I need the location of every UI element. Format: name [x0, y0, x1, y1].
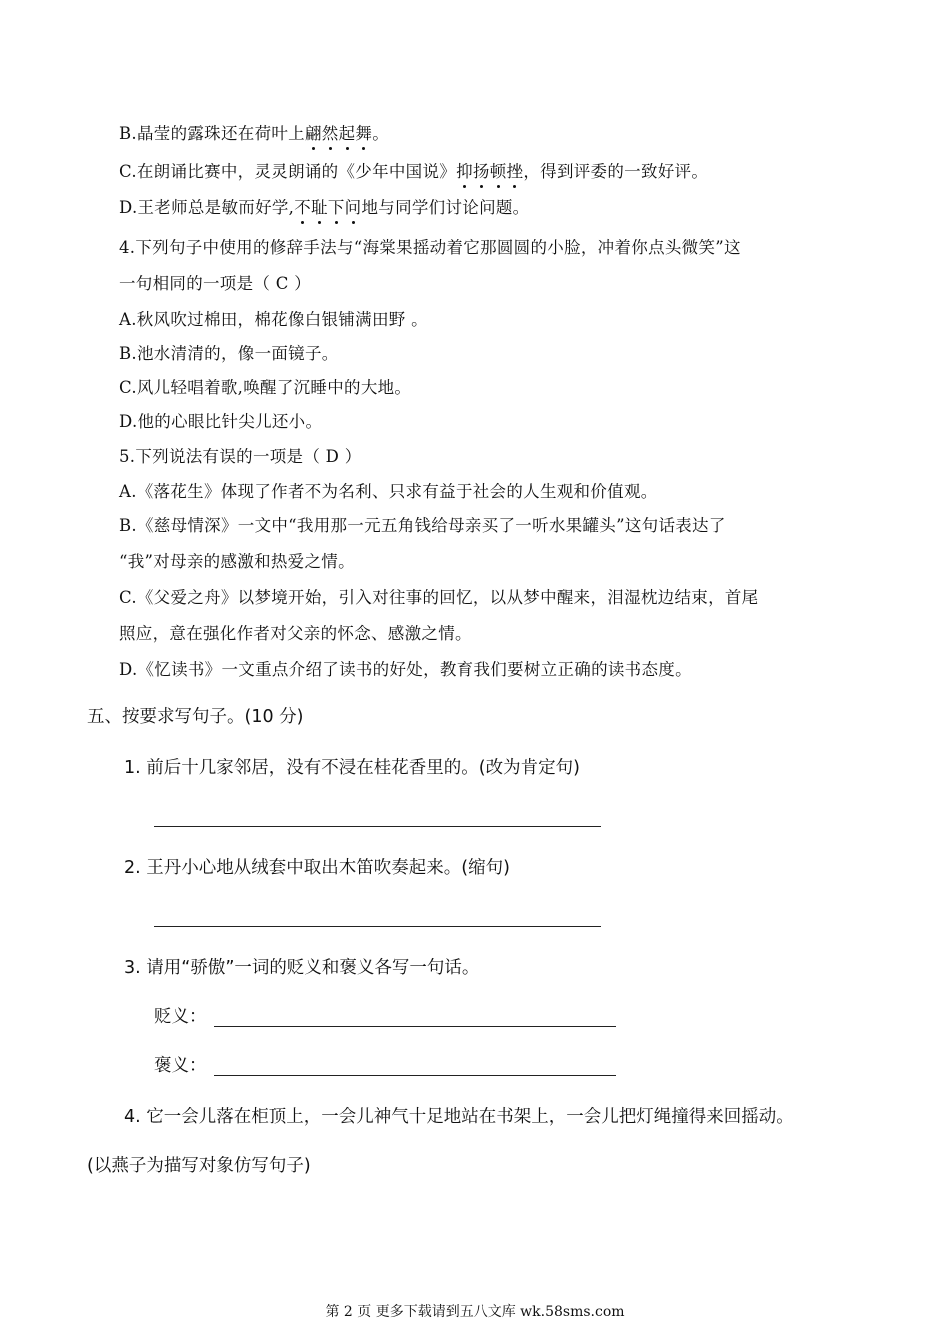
s5-question-3: 3. 请用“骄傲”一词的贬义和褒义各写一句话。: [124, 958, 480, 978]
answer-line-negative[interactable]: [214, 1026, 616, 1027]
emphasis-char: 起: [338, 124, 356, 143]
emphasis-char: 扬: [472, 162, 490, 181]
emphasis-char: 耻: [311, 198, 328, 217]
q4-option-d: D.他的心眼比针尖儿还小。: [119, 412, 323, 431]
s5-question-4-line1: 4. 它一会儿落在柜顶上，一会儿神气十足地站在书架上，一会儿把灯绳撞得来回摇动。: [124, 1107, 794, 1127]
q4-option-a: A.秋风吹过棉田，棉花像白银铺满田野 。: [119, 310, 428, 329]
emphasis-char: 翩: [304, 124, 322, 143]
q3-option-c: C.在朗诵比赛中，灵灵朗诵的《少年中国说》抑扬顿挫，得到评委的一致好评。: [119, 162, 709, 181]
emphasis-char: 舞: [355, 124, 373, 143]
q3-option-b: B.晶莹的露珠还在荷叶上翩然起舞。: [119, 124, 390, 143]
answer-line-positive[interactable]: [214, 1075, 616, 1076]
q4-stem-line1: 4.下列句子中使用的修辞手法与“海棠果摇动着它那圆圆的小脸，冲着你点头微笑”这: [119, 238, 741, 257]
s5-question-1: 1. 前后十几家邻居，没有不浸在桂花香里的。(改为肯定句): [124, 758, 580, 778]
emphasis-char: 然: [321, 124, 339, 143]
emphasis-dotted-text: [456, 162, 523, 181]
emphasis-char: 抑: [456, 162, 473, 181]
section-heading: 五、按要求写句子。(10 分): [87, 707, 304, 727]
q5-option-b-line1: B.《慈母情深》一文中“我用那一元五角钱给母亲买了一听水果罐头”这句话表达了: [119, 516, 726, 535]
emphasis-char: 问: [344, 198, 362, 217]
q5-option-b-line2: “我”对母亲的感激和热爱之情。: [119, 552, 355, 571]
positive-meaning-label: 褒义：: [154, 1056, 207, 1076]
negative-meaning-label: 贬义：: [154, 1007, 207, 1027]
emphasis-dotted-text: [294, 198, 361, 217]
s5-question-4-line2: (以燕子为描写对象仿写句子): [87, 1156, 311, 1176]
q5-stem: 5.下列说法有误的一项是（ D ）: [119, 447, 362, 466]
emphasis-char: 下: [327, 198, 345, 217]
s5-question-2: 2. 王丹小心地从绒套中取出木笛吹奏起来。(缩句): [124, 858, 510, 878]
answer-line[interactable]: [154, 826, 601, 827]
emphasis-char: 不: [294, 198, 312, 217]
q5-option-c-line1: C.《父爱之舟》以梦境开始，引入对往事的回忆，以从梦中醒来，泪湿枕边结束，首尾: [119, 588, 759, 607]
q3-option-d: D.王老师总是敏而好学,不耻下问地与同学们讨论问题。: [119, 198, 530, 217]
answer-line[interactable]: [154, 926, 601, 927]
q5-option-c-line2: 照应，意在强化作者对父亲的怀念、感激之情。: [119, 624, 472, 643]
emphasis-char: 顿: [489, 162, 507, 181]
q4-option-b: B.池水清清的，像一面镜子。: [119, 344, 339, 363]
q5-option-d: D.《忆读书》一文重点介绍了读书的好处，教育我们要树立正确的读书态度。: [119, 660, 692, 679]
q4-stem-line2: 一句相同的一项是（ C ）: [119, 274, 312, 293]
emphasis-char: 挫: [506, 162, 524, 181]
page-footer: 第 2 页 更多下载请到五八文库 wk.58sms.com: [325, 1304, 625, 1320]
q5-option-a: A.《落花生》体现了作者不为名利、只求有益于社会的人生观和价值观。: [119, 482, 658, 501]
emphasis-dotted-text: [305, 124, 372, 143]
q4-option-c: C.风儿轻唱着歌,唤醒了沉睡中的大地。: [119, 378, 412, 397]
